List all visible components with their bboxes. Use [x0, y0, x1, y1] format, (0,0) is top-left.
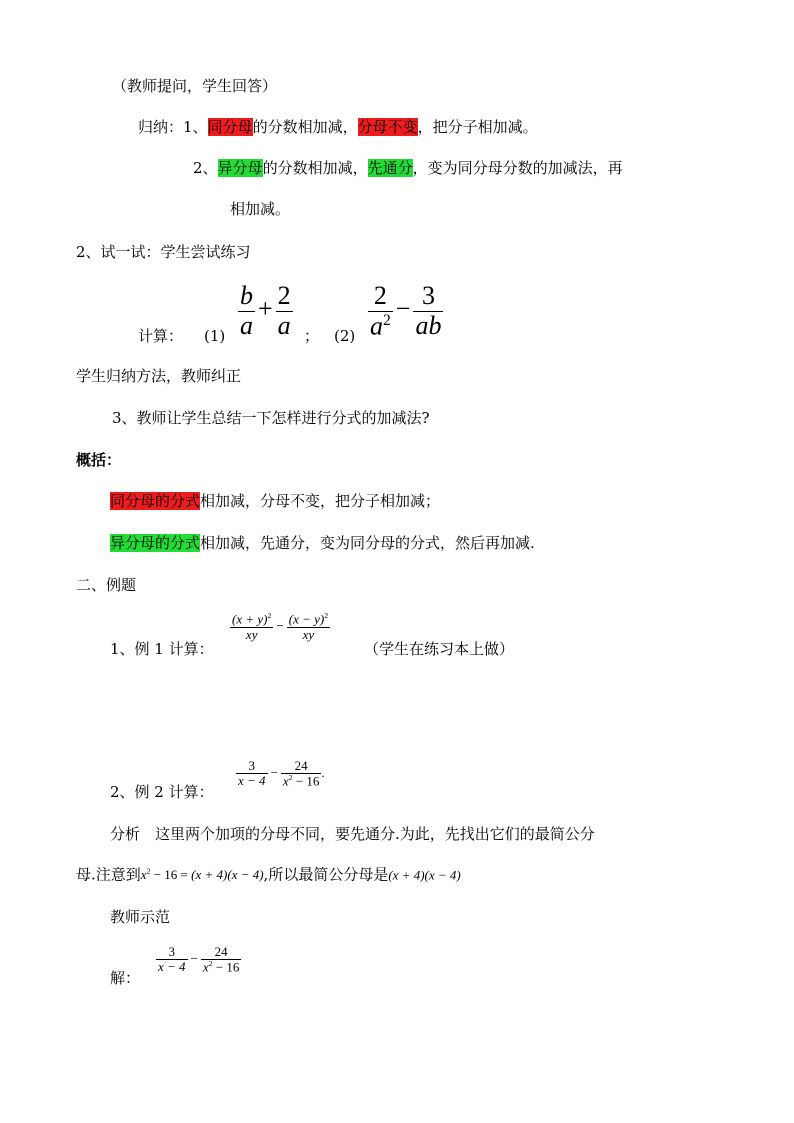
example-1-label: 1、例 1 计算：: [110, 640, 214, 658]
rule1-mid-text: 的分数相加减，: [252, 118, 358, 136]
highlight-different-denominator-fraction: 异分母的分式: [110, 534, 201, 552]
factor-rhs: (x + 4)(x − 4): [191, 867, 264, 883]
generalize-rule-1: [110, 491, 440, 511]
summary-rule-2: [193, 158, 623, 178]
example-1-expression: [230, 612, 330, 642]
rule2-end-text: ，变为同分母分数的加减法，再: [412, 159, 623, 177]
highlight-different-denominator: 异分母: [217, 159, 263, 177]
example-1-note: （学生在练习本上做）: [364, 640, 515, 658]
ex1-numerator-2: (x − y): [288, 611, 325, 627]
example-2-expression: [236, 759, 325, 789]
rule1-end-text: ，把分子相加减。: [417, 118, 538, 136]
sol-numerator-2: 24: [214, 944, 228, 959]
ex1-denominator-2: xy: [287, 627, 330, 642]
factor-lhs-base: x: [140, 867, 147, 883]
calc-part-2-label: (2): [334, 327, 356, 345]
ex1-numerator-1: (x + y): [232, 611, 268, 627]
ex2-denominator-2-base: x: [282, 773, 289, 789]
calc-expression-1: [238, 282, 293, 340]
highlight-common-denominator: 先通分: [367, 159, 413, 177]
highlight-same-denominator-fraction: 同分母的分式: [110, 492, 201, 510]
ex2-denominator-2-rest: − 16: [292, 773, 320, 789]
ex1-denominator-1: xy: [230, 627, 273, 642]
ex2-numerator-1: 3: [248, 758, 256, 774]
example-2-label: 2、例 2 计算：: [110, 783, 214, 801]
student-summary-note: 学生归纳方法，教师纠正: [76, 367, 242, 385]
rule2-mid-text: 的分数相加减，: [262, 159, 368, 177]
analysis-line-2-middle: ,所以最简公分母是: [263, 865, 389, 884]
calc2-denominator-1: a: [370, 311, 383, 341]
factor-lhs-rest: − 16 =: [150, 867, 192, 883]
calc-expression-2: [368, 282, 443, 341]
sol-operator: −: [190, 950, 198, 966]
section-examples-heading: 二、例题: [76, 576, 137, 594]
analysis-line-2-start: 母.注意到: [76, 865, 141, 884]
summary-rule-1: [138, 117, 538, 137]
lcd-expression: (x + 4)(x − 4): [388, 867, 461, 883]
calc2-denominator-2: ab: [415, 310, 442, 340]
calc2-numerator-2: 3: [421, 281, 435, 311]
generalize-heading: 概括：: [76, 451, 122, 469]
factorization-expression: [141, 867, 264, 882]
teacher-demo-label: 教师示范: [110, 908, 171, 926]
ex1-operator: −: [276, 617, 284, 633]
highlight-denominator-unchanged: 分母不变: [357, 118, 418, 136]
calc1-numerator-2: 2: [277, 281, 291, 310]
try-it-heading: 2、试一试：学生尝试练习: [76, 243, 251, 261]
ex2-denominator-1: x − 4: [238, 773, 266, 789]
calc1-numerator-1: b: [240, 281, 253, 310]
summary-prefix: 归纳：1、: [138, 118, 208, 136]
sol-denominator-1: x − 4: [158, 959, 186, 975]
calc1-denominator-1: a: [240, 310, 253, 340]
question-3: 3、教师让学生总结一下怎样进行分式的加减法?: [112, 409, 430, 427]
sol-numerator-1: 3: [168, 944, 176, 960]
teacher-asks-note: （教师提问，学生回答）: [112, 77, 278, 95]
solution-expression: [156, 945, 241, 975]
calc2-operator: −: [395, 294, 411, 324]
calc2-denominator-1-exponent: 2: [383, 311, 391, 329]
analysis-line-2: [76, 862, 461, 885]
sol-denominator-2-rest: − 16: [212, 959, 240, 975]
highlight-same-denominator: 同分母: [207, 118, 253, 136]
sol-denominator-2-base: x: [202, 959, 209, 975]
factor-lhs-exponent: 2: [146, 867, 151, 876]
solution-label: 解：: [110, 969, 141, 987]
ex2-denominator-2-exponent: 2: [288, 773, 293, 783]
ex2-operator: −: [270, 764, 278, 780]
calc-part-1-label: (1): [204, 327, 226, 345]
generalize-rule-2-text: 相加减，先通分，变为同分母的分式，然后再加减.: [200, 534, 535, 552]
ex2-period: .: [321, 764, 325, 780]
calc-label: 计算：: [138, 327, 184, 345]
sol-denominator-2-exponent: 2: [208, 959, 213, 969]
calc-semicolon: ；: [304, 327, 320, 345]
generalize-rule-2: [110, 533, 535, 553]
ex1-numerator-1-exponent: 2: [267, 611, 272, 620]
rule2-prefix: 2、: [193, 159, 218, 177]
rule2-continuation: 相加减。: [230, 200, 291, 218]
analysis-line-1: 分析 这里两个加项的分母不同，要先通分.为此，先找出它们的最简公分: [110, 825, 595, 843]
ex2-numerator-2: 24: [294, 758, 308, 773]
generalize-rule-1-text: 相加减，分母不变，把分子相加减；: [200, 492, 441, 510]
calc1-denominator-2: a: [277, 310, 291, 340]
calc2-numerator-1: 2: [373, 281, 387, 310]
ex1-numerator-2-exponent: 2: [324, 611, 329, 620]
calc1-operator: +: [258, 294, 273, 324]
